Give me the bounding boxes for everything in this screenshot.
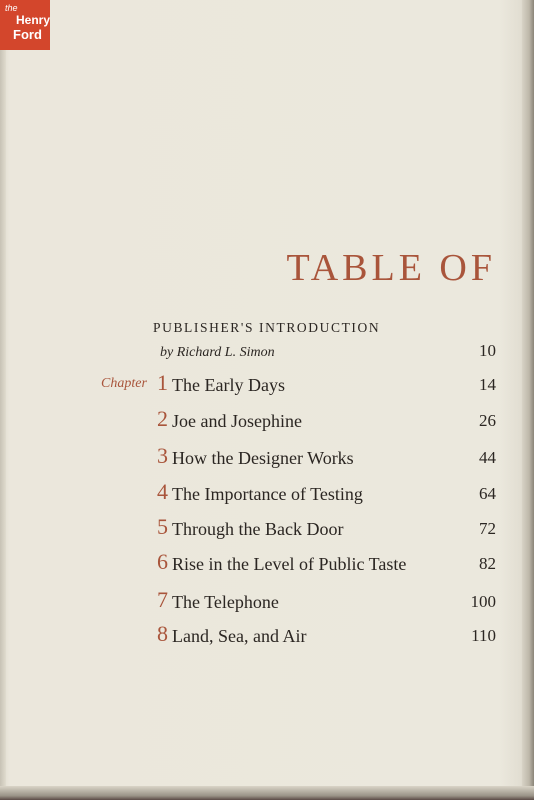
chapter-title: The Telephone [172,592,279,612]
chapter-number: 8 [157,621,168,646]
introduction-heading: PUBLISHER'S INTRODUCTION [153,320,381,335]
chapter-title: The Importance of Testing [172,484,363,504]
chapter-page-number: 72 [479,519,496,538]
chapter-number: 5 [157,514,168,539]
introduction-byline: by Richard L. Simon [160,345,275,360]
chapter-page-number: 64 [479,484,496,503]
introduction-page-number: 10 [479,341,496,360]
toc-row [0,585,534,615]
chapter-title: Rise in the Level of Public Taste [172,554,407,574]
chapter-number: 2 [157,406,168,431]
chapter-page-number: 110 [471,626,496,645]
toc-row [0,477,534,507]
toc-row [0,547,534,577]
logo-line-henry: Henry [16,13,51,27]
chapter-page-number: 14 [479,375,496,394]
chapter-title: Land, Sea, and Air [172,626,307,646]
logo-line-the: the [5,3,18,13]
chapter-title: How the Designer Works [172,448,354,468]
toc-row [0,368,534,398]
henry-ford-logo [0,0,50,50]
chapter-page-number: 44 [479,448,496,467]
page-right-edge [522,0,534,800]
chapter-number: 7 [157,587,168,612]
chapter-number: 6 [157,549,168,574]
chapter-label: Chapter [101,376,147,391]
chapter-title: Joe and Josephine [172,411,302,431]
chapter-number: 3 [157,443,168,468]
page-left-edge [0,0,6,800]
chapter-page-number: 100 [470,592,496,611]
toc-row [0,441,534,471]
chapter-number: 1 [157,370,168,395]
chapter-number: 4 [157,479,168,504]
logo-line-ford: Ford [13,27,42,42]
toc-row [0,512,534,542]
chapter-title: Through the Back Door [172,519,344,539]
toc-row [0,404,534,434]
page-title: TABLE OF [286,247,496,289]
page-bottom-edge [0,786,534,800]
chapter-page-number: 82 [479,554,496,573]
toc-row [0,619,534,649]
chapter-title: The Early Days [172,375,285,395]
chapter-page-number: 26 [479,411,496,430]
